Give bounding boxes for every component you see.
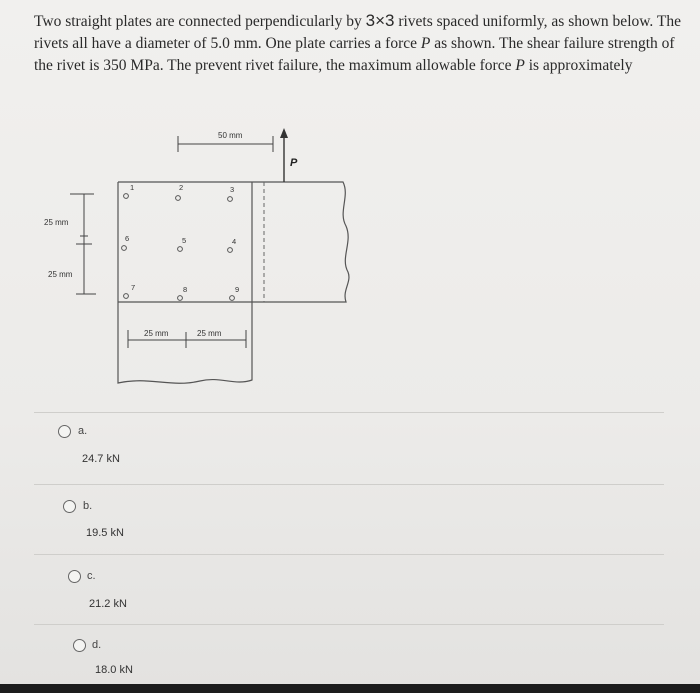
option-a-radio[interactable] — [58, 425, 71, 438]
option-b-radio[interactable] — [63, 500, 76, 513]
option-b-value: 19.5 kN — [86, 527, 124, 539]
dim-left-1-label: 25 mm — [44, 218, 69, 227]
rivet-9 — [230, 285, 240, 300]
force-symbol: P — [420, 35, 431, 52]
option-c-value: 21.2 kN — [89, 598, 127, 610]
rivet-2 — [176, 183, 184, 200]
option-a-value: 24.7 kN — [82, 453, 120, 465]
question-part-3: as shown. The shear failure strength of the rivet is 350 MPa. The prevent rivet failure, the maximum allowable force — [34, 35, 675, 74]
svg-text:8: 8 — [183, 285, 188, 294]
force-arrowhead-icon — [280, 128, 288, 138]
divider — [34, 554, 664, 555]
dim-bottom-1-label: 25 mm — [144, 329, 169, 338]
option-d-letter: d. — [92, 639, 102, 651]
rivet-7 — [124, 283, 136, 298]
divider — [34, 412, 664, 413]
divider — [34, 484, 664, 485]
svg-text:4: 4 — [232, 237, 237, 246]
question-part-4: is approximately — [524, 57, 633, 74]
dim-bottom-2-label: 25 mm — [197, 329, 222, 338]
option-c-letter: c. — [87, 570, 96, 582]
option-a-letter: a. — [78, 425, 88, 437]
option-d-value: 18.0 kN — [95, 664, 133, 676]
question-text — [34, 10, 684, 77]
force-symbol: P — [515, 57, 525, 74]
option-b-letter: b. — [83, 500, 93, 512]
svg-text:9: 9 — [235, 285, 240, 294]
bottom-edge — [0, 684, 700, 693]
option-d-radio[interactable] — [73, 639, 86, 652]
rivet-8 — [178, 285, 188, 300]
rivet-5 — [178, 236, 187, 251]
rivet-diagram — [40, 126, 370, 388]
horizontal-plate — [118, 182, 252, 383]
svg-text:7: 7 — [131, 283, 136, 292]
force-label: P — [290, 157, 298, 169]
svg-text:5: 5 — [182, 236, 187, 245]
svg-text:2: 2 — [179, 183, 184, 192]
rivet-4 — [228, 237, 237, 252]
question-part-1: Two straight plates are connected perpendicularly by — [34, 13, 366, 30]
svg-text:6: 6 — [125, 234, 130, 243]
dim-left-2-label: 25 mm — [48, 270, 73, 279]
question-part-2: rivets spaced uniformly, as shown below. The rivets all have a diameter of 5.0 mm. One plate carries a force — [34, 13, 681, 52]
svg-text:1: 1 — [130, 183, 135, 192]
rivet-6 — [122, 234, 130, 250]
option-c-radio[interactable] — [68, 570, 81, 583]
divider — [34, 624, 664, 625]
rivet-grid-size: 3×3 — [365, 11, 395, 30]
rivet-3 — [228, 185, 235, 201]
dim-top-label: 50 mm — [218, 131, 243, 140]
rivet-1 — [124, 183, 135, 198]
svg-text:3: 3 — [230, 185, 235, 194]
